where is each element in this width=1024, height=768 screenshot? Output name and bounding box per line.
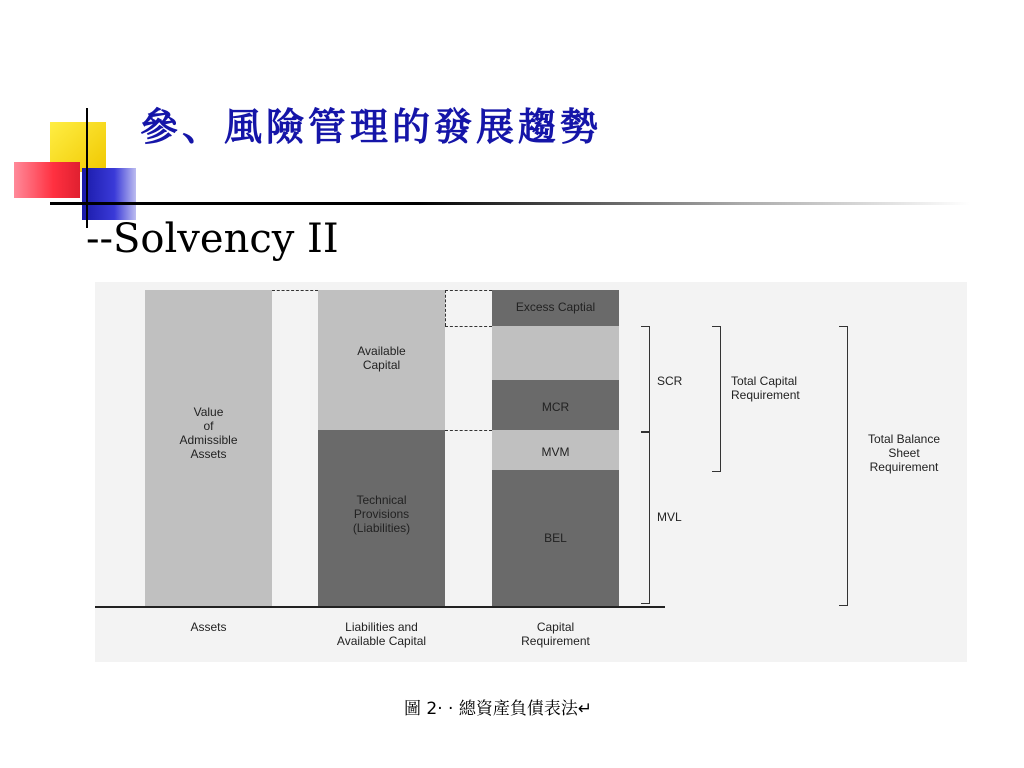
axis-label-assets: Assets	[190, 620, 227, 634]
axis-label-liabilities: Liabilities and Available Capital	[336, 620, 427, 648]
mvm-label: MVM	[541, 445, 570, 459]
title-underline	[50, 202, 970, 205]
scr-label: SCR	[657, 374, 683, 388]
bel-label: BEL	[544, 531, 567, 545]
scr-bracket	[641, 326, 650, 432]
excess-capital-label: Excess Captial	[515, 300, 596, 314]
solvency-balance-sheet-diagram	[95, 282, 967, 662]
mcr-label: MCR	[541, 400, 570, 414]
decor-blue-block	[82, 168, 136, 220]
dashed-vertical-upper	[445, 290, 446, 326]
scr-upper-block	[492, 326, 619, 380]
mvl-label: MVL	[657, 510, 682, 524]
assets-block-label: Value of Admissible Assets	[179, 405, 238, 461]
dashed-connector-excess	[445, 326, 492, 327]
figure-caption: 圖 2· · 總資產負債表法↵	[404, 699, 593, 719]
decor-red-block	[14, 162, 80, 198]
dashed-connector-top-right	[445, 290, 492, 291]
total-capital-label: Total Capital Requirement	[731, 374, 800, 402]
dashed-connector-provisions	[445, 430, 492, 431]
available-capital-label: Available Capital	[357, 344, 406, 372]
total-capital-bracket	[712, 326, 721, 472]
decor-vertical-line	[86, 108, 88, 228]
axis-label-capital-requirement: Capital Requirement	[521, 620, 590, 648]
mvl-bracket	[641, 432, 650, 604]
slide-subtitle: --Solvency II	[86, 216, 339, 262]
slide-title: 參、風險管理的發展趨勢	[140, 104, 603, 149]
baseline	[95, 606, 665, 608]
total-balance-bracket	[839, 326, 848, 606]
technical-provisions-label: Technical Provisions (Liabilities)	[352, 493, 411, 535]
dashed-connector-top-left	[272, 290, 318, 291]
total-balance-label: Total Balance Sheet Requirement	[867, 432, 941, 474]
